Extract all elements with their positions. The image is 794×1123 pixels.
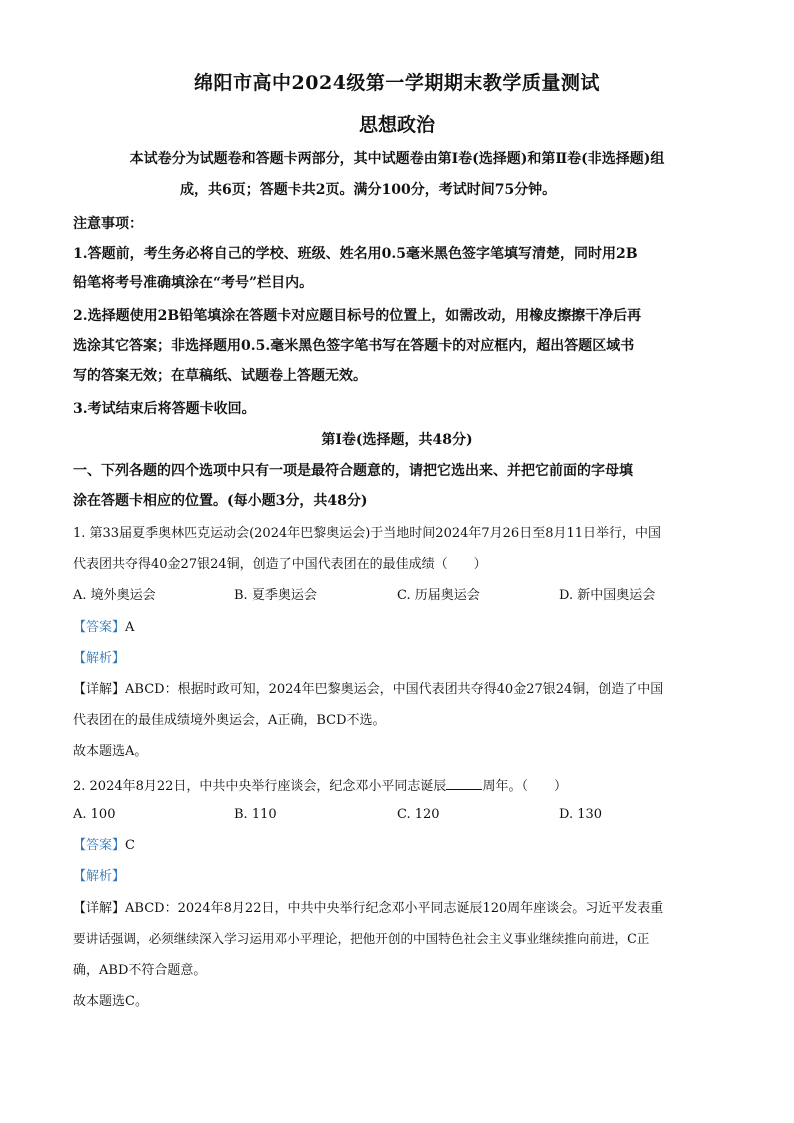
note-2-line-2: 选涂其它答案；非选择题用0.5.毫米黑色签字笔书写在答题卡的对应框内，超出答题区域书 [73,338,635,354]
q2-stem-before: 2. 2024年8月22日，中共中央举行座谈会，纪念邓小平同志诞辰 [73,779,447,794]
q1-stem-line-2: 代表团共夺得40金27银24铜，创造了中国代表团在的最佳成绩（ ） [73,557,487,572]
q2-conclusion: 故本题选C。 [73,994,148,1009]
q2-answer-row [73,839,135,852]
q1-stem-line-1: 1. 第33届夏季奥林匹克运动会(2024年巴黎奥运会)于当地时间2024年7月26日至8月11日举行，中国 [73,526,662,541]
page-title: 绵阳市高中2024级第一学期期末教学质量测试 [194,72,600,94]
q1-conclusion: 故本题选A。 [73,744,148,759]
intro-line-2: 成，共6页；答题卡共2页。满分100分，考试时间75分钟。 [180,182,557,198]
section-heading: 第Ⅰ卷(选择题，共48分) [321,432,473,448]
q2-detail-line-1 [73,902,663,915]
section-instruction-line-2: 涂在答题卡相应的位置。(每小题3分，共48分) [73,493,368,509]
section-instruction-line-1: 一、下列各题的四个选项中只有一项是最符合题意的，请把它选出来、并把它前面的字母填 [73,463,633,479]
note-3: 3.考试结束后将答题卡收回。 [73,401,256,417]
q2-detail-text-1: ABCD：2024年8月22日，中共中央举行纪念邓小平同志诞辰120周年座谈会。习近平发表重 [125,901,664,916]
q1-option-c: C. 历届奥运会 [397,588,480,603]
q2-detail-tag: 【详解】 [73,901,126,916]
q2-answer-value: C [125,838,135,853]
q2-answer-tag: 【答案】 [73,838,126,853]
q2-option-b: B. 110 [234,807,277,822]
notes-heading: 注意事项： [73,216,143,232]
q1-detail-line-2: 代表团在的最佳成绩境外奥运会，A正确，BCD不选。 [73,713,386,728]
q1-detail-text-1: ABCD：根据时政可知，2024年巴黎奥运会，中国代表团共夺得40金27银24铜，创造了中国 [125,682,664,697]
q1-detail-tag: 【详解】 [73,682,126,697]
note-1-line-1: 1.答题前，考生务必将自己的学校、班级、姓名用0.5毫米黑色签字笔填写清楚，同时用2B [73,246,638,262]
q2-option-d: D. 130 [559,807,603,822]
q2-option-a: A. 100 [73,807,116,822]
note-2-line-3: 写的答案无效；在草稿纸、试题卷上答题无效。 [73,368,367,384]
q2-stem [73,777,567,793]
q2-detail-line-2: 要讲话强调，必须继续深入学习运用邓小平理论，把他开创的中国特色社会主义事业继续推向前进，C正 [73,931,650,946]
note-1-line-2: 铅笔将考号准确填涂在“考号”栏目内。 [73,275,314,291]
note-2-line-1: 2.选择题使用2B铅笔填涂在答题卡对应题目标号的位置上，如需改动，用橡皮擦擦干净后再 [73,308,642,324]
q1-answer-value: A [125,620,135,635]
q2-detail-line-3: 确，ABD不符合题意。 [73,963,207,978]
q2-option-c: C. 120 [397,807,440,822]
intro-line-1: 本试卷分为试题卷和答题卡两部分，其中试题卷由第Ⅰ卷(选择题)和第Ⅱ卷(非选择题)组 [129,151,665,167]
q2-analysis-tag: 【解析】 [73,869,126,884]
q1-answer-tag: 【答案】 [73,620,126,635]
q2-answer-blank [446,777,482,790]
q1-answer-row [73,621,134,634]
q1-detail-line-1 [73,683,663,696]
q1-option-d: D. 新中国奥运会 [559,588,656,603]
q1-option-b: B. 夏季奥运会 [234,588,317,603]
subject-title: 思想政治 [358,114,435,136]
q2-stem-after: 周年。（ ） [482,779,567,794]
q1-option-a: A. 境外奥运会 [73,588,156,603]
q1-analysis-tag: 【解析】 [73,651,126,666]
